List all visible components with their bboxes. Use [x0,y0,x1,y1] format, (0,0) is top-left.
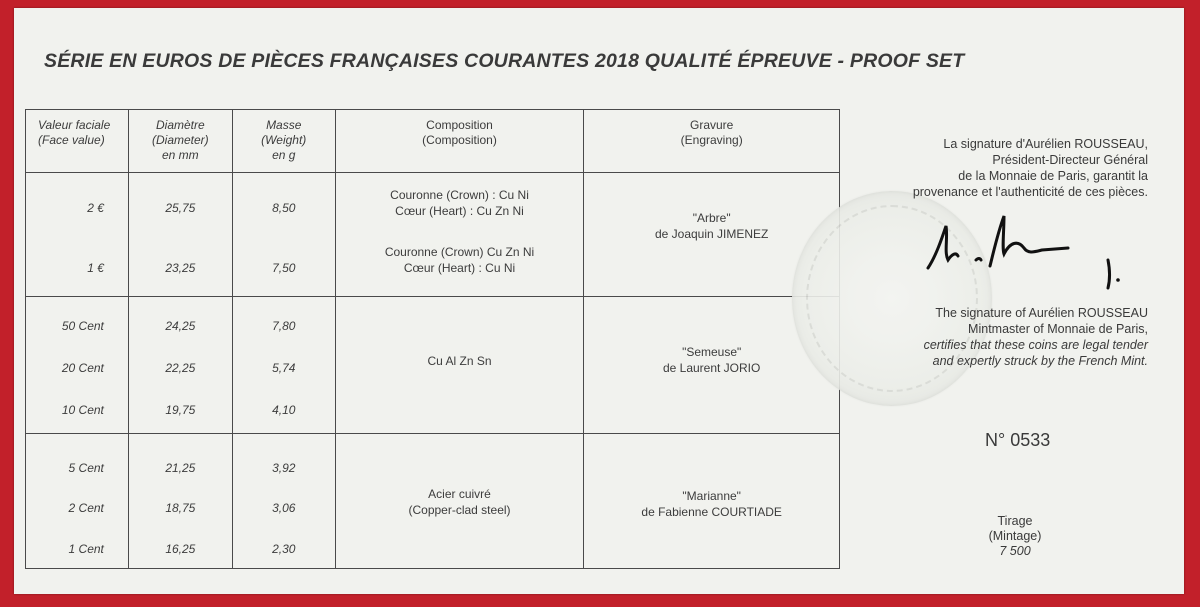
table-row-small-cent-coins [26,434,840,569]
coin-diameter: 19,75 [165,403,196,417]
coin-weight: 3,92 [272,461,296,475]
coin-value: 2 € [87,201,104,215]
weight-cell [232,173,335,297]
certificate-title: SÉRIE EN EUROS DE PIÈCES FRANÇAISES COURANTES 2018 QUALITÉ ÉPREUVE - PROOF SET [44,50,965,72]
header-diameter: Diamètre (Diameter) en mm [128,110,232,173]
header-engraving: Gravure (Engraving) [584,110,840,173]
mintage-block [960,514,1070,559]
coin-diameter: 22,25 [165,361,196,375]
signature-statement-en: The signature of Aurélien ROUSSEAU Mintmaster of Monnaie de Paris, certifies that these coins are legal tender and expertly struck by the French Mint. [923,306,1148,368]
composition-line: Cu Al Zn Sn [427,354,492,368]
coin-value: 1 € [87,261,104,275]
coin-value: 20 Cent [61,361,104,375]
engraving-artist: de Laurent JORIO [662,361,761,375]
coin-value: 50 Cent [61,319,104,333]
table-row-large-cent-coins [26,297,840,434]
coin-weight: 7,50 [272,261,296,275]
coin-weight: 8,50 [272,201,296,215]
coin-weight: 4,10 [272,403,296,417]
engraving-name: "Semeuse" [682,345,742,359]
composition-line: Acier cuivré [428,487,491,501]
coin-diameter: 21,25 [165,461,196,475]
header-composition: Composition (Composition) [335,110,584,173]
coin-diameter: 18,75 [165,501,196,515]
coin-diameter: 23,25 [165,261,196,275]
coin-diameter: 24,25 [165,319,196,333]
composition-line: Cœur (Heart) : Cu Zn Ni [395,204,524,218]
coin-weight: 5,74 [272,361,296,375]
handwritten-signature [918,208,1138,292]
coin-value: 1 Cent [68,542,104,556]
weight-cell [232,297,335,434]
coin-diameter: 16,25 [165,542,196,556]
table-header-row [26,110,840,173]
coin-specs-table [25,109,840,569]
composition-cell [335,173,584,297]
header-face-value: Valeur faciale (Face value) [26,110,129,173]
engraving-artist: de Joaquin JIMENEZ [654,227,769,241]
composition-line: Couronne (Crown) Cu Zn Ni [384,245,535,259]
composition-cell [335,434,584,569]
composition-line: Couronne (Crown) : Cu Ni [390,188,529,202]
mintage-label: Tirage [997,514,1033,528]
weight-cell [232,434,335,569]
diameter-cell [128,297,232,434]
coin-weight: 2,30 [272,542,296,556]
mintage-label-en: (Mintage) [988,529,1042,543]
face-value-cell [26,297,129,434]
engraving-name: "Arbre" [692,211,731,225]
coin-value: 2 Cent [68,501,104,515]
composition-line: Cœur (Heart) : Cu Ni [403,261,516,275]
coin-diameter: 25,75 [165,201,196,215]
coin-weight: 7,80 [272,319,296,333]
coin-weight: 3,06 [272,501,296,515]
table-row-euro-coins [26,173,840,297]
mintage-value: 7 500 [999,544,1031,558]
composition-cell [335,297,584,434]
signature-statement-fr: La signature d'Aurélien ROUSSEAU, Président-Directeur Général de la Monnaie de Paris, garantit la provenance et l'authenticité de ces pièces. [912,137,1148,199]
header-weight: Masse (Weight) en g [232,110,335,173]
engraving-cell [584,434,840,569]
face-value-cell [26,434,129,569]
serial-number: N° 0533 [985,430,1051,450]
engraving-artist: de Fabienne COURTIADE [641,505,782,519]
diameter-cell [128,434,232,569]
engraving-name: "Marianne" [682,489,741,503]
diameter-cell [128,173,232,297]
composition-line: (Copper-clad steel) [408,503,511,517]
coin-value: 5 Cent [68,461,104,475]
coin-value: 10 Cent [61,403,104,417]
face-value-cell [26,173,129,297]
